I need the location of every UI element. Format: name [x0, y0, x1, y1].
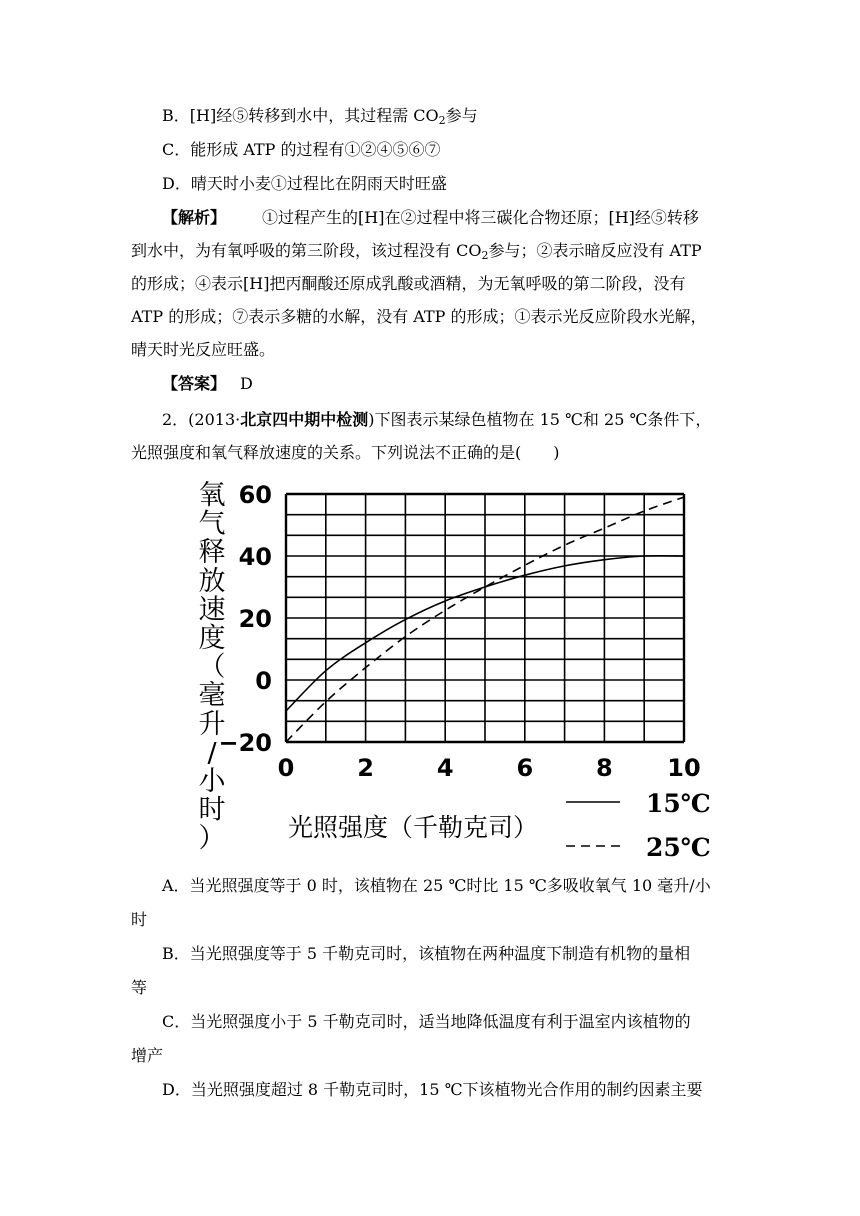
y-tick-label: 20: [238, 605, 272, 633]
y-axis-label-char: 小: [198, 766, 226, 797]
q2-option-b-line-2: 等: [131, 978, 148, 997]
q2-stem-line-1: 2．(2013·北京四中期中检测)下图表示某绿色植物在 15 ℃和 25 ℃条件下，: [162, 410, 712, 429]
q1-analysis-line-2: 到水中，为有氧呼吸的第三阶段，该过程没有 $CO_2$参与；②表示暗反应没有 ATP: [131, 241, 702, 262]
y-axis-label-char: 放: [198, 565, 226, 597]
q2-source: 北京四中期中检测: [240, 410, 369, 429]
x-axis-label: 光照强度（千勒克司）: [288, 813, 539, 842]
q2-stem-line-2: 光照强度和氧气释放速度的关系。下列说法不正确的是( ): [131, 443, 560, 462]
chart-grid: [286, 494, 684, 742]
q1-option-b: B．[H]经⑤转移到水中，其过程需 $CO_2$参与: [162, 106, 478, 127]
y-axis-label-char: 时: [198, 794, 226, 826]
y-tick-label: −20: [218, 729, 272, 757]
x-tick-label: 0: [277, 754, 295, 782]
q1-analysis-line-3: 的形成；④表示[H]把丙酮酸还原成乳酸或酒精，为无氧呼吸的第二阶段，没有: [131, 274, 686, 293]
chart-legend: [566, 789, 711, 862]
legend-label-0: 15℃: [646, 789, 711, 818]
x-tick-label: 8: [596, 754, 613, 782]
y-axis-label-char: 氧: [198, 480, 226, 511]
q2-option-b-line-1: B．当光照强度等于 5 千勒克司时，该植物在两种温度下制造有机物的量相: [162, 944, 691, 963]
x-tick-label: 6: [516, 754, 534, 782]
y-axis-label-char: 速: [198, 594, 226, 626]
q2-option-a-line-1: A．当光照强度等于 0 时，该植物在 25 ℃时比 15 ℃多吸收氧气 10 毫升/小: [162, 876, 711, 895]
q1-answer: [162, 374, 253, 394]
x-tick-label: 2: [357, 754, 374, 782]
q1-analysis-line-1: 【解析】 ①过程产生的[H]在②过程中将三碳化合物还原；[H]经⑤转移: [162, 208, 699, 227]
q2-option-d-line-1: D．当光照强度超过 8 千勒克司时，15 ℃下该植物光合作用的制约因素主要: [162, 1080, 703, 1099]
x-tick-label: 4: [436, 754, 454, 782]
y-axis-label-char: ）: [198, 823, 226, 855]
q2-option-c-line-1: C．当光照强度小于 5 千勒克司时，适当地降低温度有利于温室内该植物的: [162, 1012, 691, 1031]
analysis-label: 【解析】: [162, 208, 227, 227]
y-tick-labels: [218, 481, 272, 757]
legend-label-1: 25℃: [646, 833, 711, 862]
oxygen-release-chart: [180, 468, 720, 868]
x-tick-label: 10: [667, 754, 701, 782]
x-tick-labels: [278, 754, 701, 782]
q1-analysis-line-5: 晴天时光反应旺盛。: [131, 340, 276, 359]
y-axis-label-char: 释: [198, 537, 226, 569]
y-tick-label: 60: [238, 481, 272, 509]
answer-value: D: [240, 374, 253, 393]
y-axis-label: [199, 480, 227, 854]
answer-label: 【答案】: [162, 374, 227, 393]
y-tick-label: 40: [238, 543, 272, 571]
q2-option-c-line-2: 增产: [131, 1046, 164, 1065]
y-axis-label-char: 气: [198, 508, 226, 540]
y-axis-label-char: 毫: [198, 680, 226, 712]
y-axis-label-char: （: [198, 651, 226, 683]
q1-option-c: C．能形成 ATP 的过程有①②④⑤⑥⑦: [162, 140, 441, 159]
q2-option-a-line-2: 时: [131, 910, 148, 929]
y-axis-label-char: /: [207, 737, 217, 769]
y-axis-label-char: 度: [198, 623, 226, 654]
q1-analysis-line-4: ATP 的形成；⑦表示多糖的水解，没有 ATP 的形成；①表示光反应阶段水光解，: [131, 307, 707, 326]
y-tick-label: 0: [255, 667, 272, 695]
q1-option-d: D．晴天时小麦①过程比在阴雨天时旺盛: [162, 174, 447, 193]
y-axis-label-char: 升: [198, 708, 226, 740]
